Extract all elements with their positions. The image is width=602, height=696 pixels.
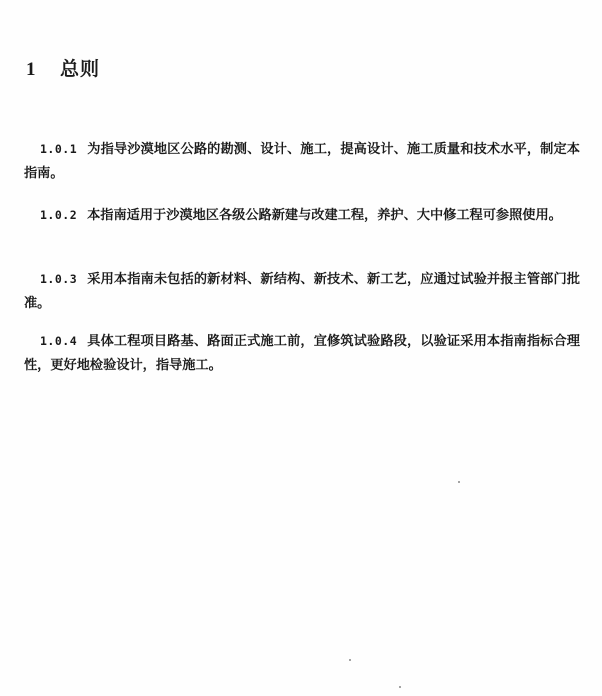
clause-number: 1.0.4 (40, 334, 78, 348)
clause-text: 本指南适用于沙漠地区各级公路新建与改建工程，养护、大中修工程可参照使用。 (87, 208, 562, 223)
chapter-heading (26, 54, 100, 81)
clause-text: 采用本指南未包括的新材料、新结构、新技术、新工艺，应通过试验并报主管部门批准。 (24, 272, 580, 311)
clause-text: 具体工程项目路基、路面正式施工前，宜修筑试验路段，以验证采用本指南指标合理性，更好地检验设计，指导施工。 (24, 334, 580, 373)
scan-speck (349, 659, 351, 661)
clause-1-0-4 (24, 329, 580, 378)
clause-1-0-3 (24, 267, 580, 316)
clause-number: 1.0.3 (40, 272, 78, 286)
chapter-title: 总则 (60, 58, 101, 80)
scan-speck (399, 686, 401, 688)
clause-1-0-2 (24, 203, 580, 228)
clause-text: 为指导沙漠地区公路的勘测、设计、施工，提高设计、施工质量和技术水平，制定本指南。 (24, 142, 580, 181)
clause-1-0-1 (24, 137, 580, 186)
chapter-number: 1 (26, 59, 37, 80)
clause-number: 1.0.1 (40, 142, 78, 156)
clause-number: 1.0.2 (40, 208, 78, 222)
scan-speck (458, 481, 460, 483)
